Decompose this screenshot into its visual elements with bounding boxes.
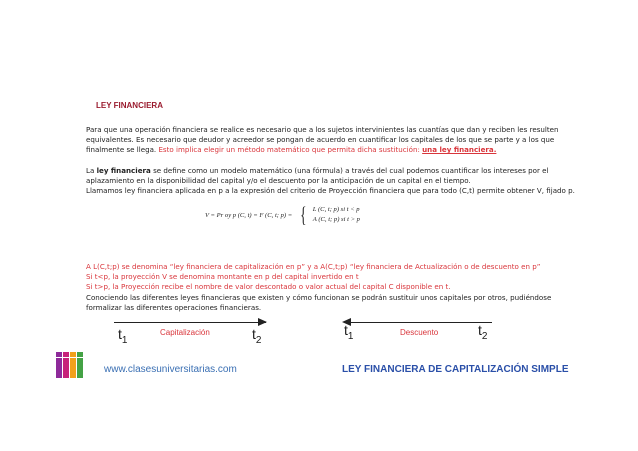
emphasis-text: una ley financiera. (422, 145, 497, 155)
formula-cases (313, 205, 360, 225)
highlight-text: Esto implica elegir un método matemático que permita dicha sustitución: (158, 145, 420, 155)
arrow-right-icon (258, 318, 267, 326)
formula-lhs: V = Pr oy p (C, t) = F (C, t; p) = (205, 211, 293, 219)
formula-case-1: L (C, t; p) si t < p (312, 206, 360, 213)
laws-line-2: Si t<p, la proyección V se denomina montante en p del capital invertido en t (86, 272, 359, 282)
definition-text: se define como un modelo matemático (una fórmula) a través del cual podemos cuantificar los intereses por el aplazamiento en la disponibilidad del capital y/o el descuento por la anticipación de un capital en el tiempo. (86, 166, 549, 186)
capitalization-line (114, 322, 266, 323)
capitalization-t1-label: $t_1$ (118, 326, 128, 346)
paragraph-laws (86, 262, 586, 313)
capitalization-t2-label: $t_2$ (252, 326, 262, 346)
section-heading: LEY FINANCIERA (96, 101, 163, 110)
laws-line-3: Si t>p, la Proyección recibe el nombre de valor descontado o valor actual del capital C disponible en t. (86, 282, 451, 292)
laws-line-4: Conociendo las diferentes leyes financieras que existen y cómo funcionan se podrán sustituir unos capitales por otros, pudiéndose formalizar las diferentes operaciones financieras. (86, 292, 552, 312)
formula-case-2: A (C, t; p) si t > p (312, 216, 360, 223)
paragraph-definition (86, 166, 586, 197)
site-logo-icon (56, 352, 84, 380)
definition-lead: La (86, 166, 95, 175)
paragraph-equivalence (86, 125, 586, 156)
discount-t1-label: $t_1$ (344, 322, 354, 342)
laws-line-1: A L(C,t;p) se denomina “ley financiera de capitalización en p” y a A(C,t;p) “ley financiera de Actualización o de descuento en p” (86, 262, 541, 271)
definition-term: ley financiera (96, 166, 151, 175)
discount-line (350, 322, 492, 323)
discount-label: Descuento (400, 328, 439, 337)
footer-title: LEY FINANCIERA DE CAPITALIZACIÓN SIMPLE (342, 364, 569, 375)
capitalization-label: Capitalización (160, 328, 210, 337)
formula-brace: { (300, 202, 307, 227)
paragraph-text: Para que una operación financiera se realice es necesario que a los sujetos intervinientes las cuantías que dan y reciben les resulten equivalentes. Es necesario que deudor y acreedor se pongan de acuerdo en cuantificar los capitales de los que se parte y a los que finalmente se llega. (86, 125, 559, 155)
site-url: www.clasesuniversitarias.com (104, 364, 237, 375)
projection-formula (205, 202, 360, 227)
discount-t2-label: $t_2$ (478, 322, 488, 342)
definition-line2: Llamamos ley financiera aplicada en p a la expresión del criterio de Proyección financiera que para todo (C,t) permite obtener V, fijado p. (86, 186, 575, 196)
